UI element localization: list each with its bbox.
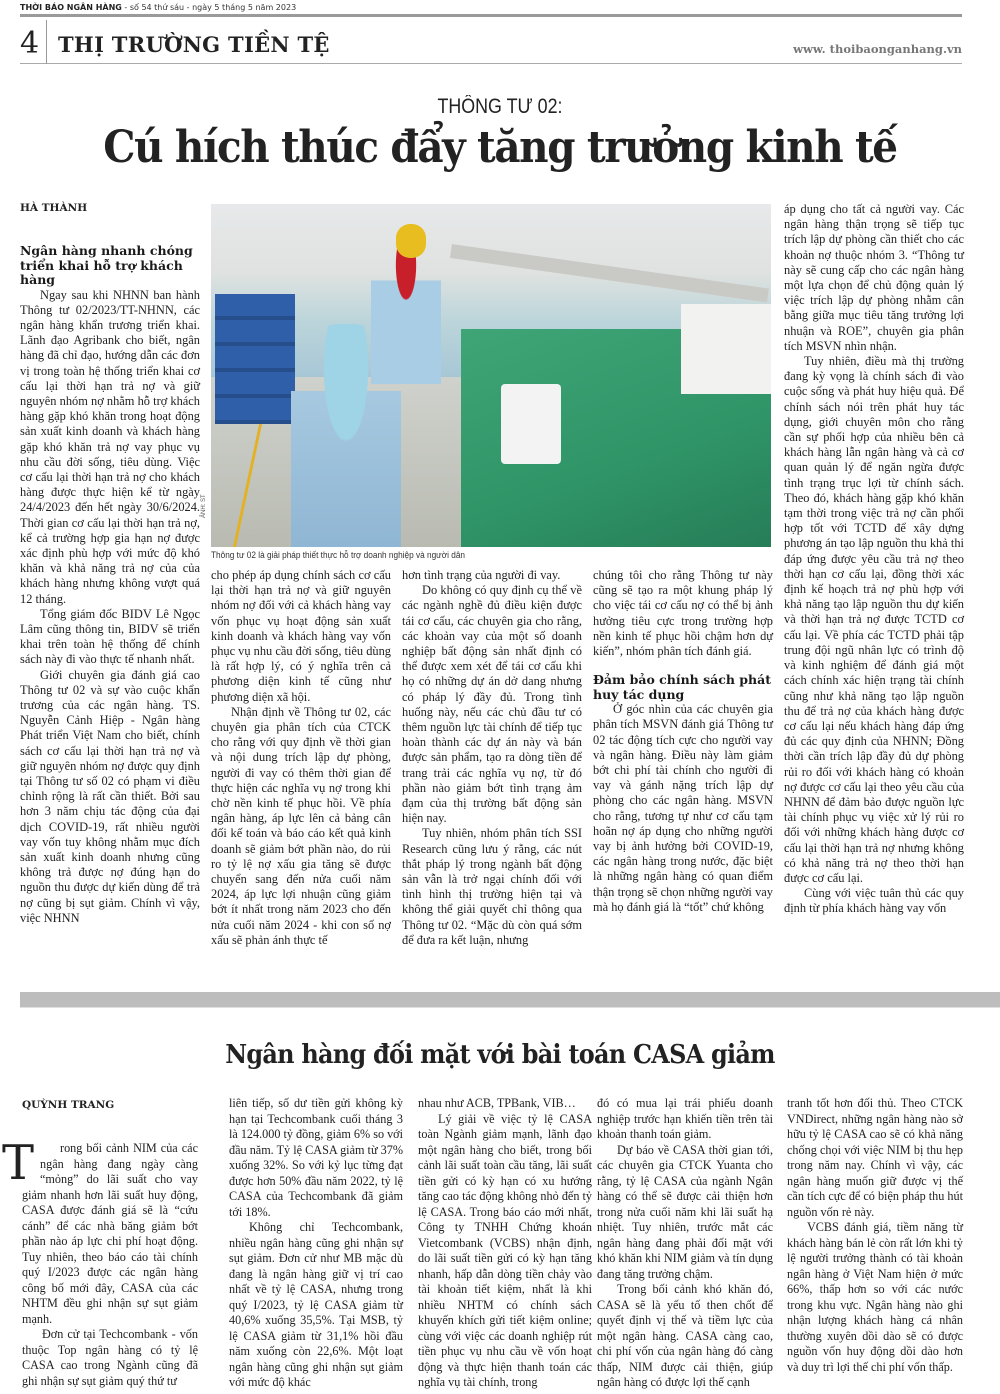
paragraph: VCBS đánh giá, tiềm năng từ khách hàng bán lẻ còn rất lớn khi tỷ lệ người trưởng thành có tài khoản ngân hàng ở Việt Nam hiện ở mức 66%, thấp hơn so với các nước trong khu vực. Ngân hàng nào ghi nhận lượng khách hàng cá nhân thường xuyên dồi dào sẽ có được nguồn vốn huy động dồi dào hơn và duy trì lợi thế chi phí vốn thấp. (787, 1220, 963, 1374)
section-divider (20, 992, 1000, 1008)
article2-column-3 (418, 1096, 592, 1391)
photo-panel (681, 304, 771, 394)
article1-column-5 (784, 202, 964, 917)
article1-subhead-2: Đảm bảo chính sách phát huy tác dụng (593, 672, 771, 702)
paragraph: Trong bối cảnh khó khăn đó, CASA sẽ là yếu tố then chốt để quyết định vị thế và tiềm lực của một ngân hàng. CASA càng cao, chi phí vốn của ngân hàng đó càng thấp, NIM được cải thiện, giúp ngân hàng có được lợi thế cạnh (597, 1282, 773, 1389)
paragraph: Lý giải về việc tỷ lệ CASA toàn Ngành giảm mạnh, lãnh đạo một ngân hàng cho biết, trong bối cảnh lãi suất toàn cầu tăng, lãi suất tiền gửi có kỳ hạn có xu hướng tăng cao tác động không nhỏ đến tỷ lệ CASA. Trong báo cáo mới nhất, Công ty TNHH Chứng khoán Vietcombank (VCBS) nhận định, do lãi suất tiền gửi có kỳ hạn tăng nhanh, hấp dẫn dòng tiền chảy vào tài khoản tiết kiệm, nhất là khi nhiều NHTM có chính sách khuyến khích gửi tiết kiệm online; cùng với việc các doanh nghiệp rút tiền phục vụ nhu cầu về vốn hoạt động và thực hiện thanh toán các nghĩa vụ tài chính, trong (418, 1111, 592, 1389)
article2-headline: Ngân hàng đối mặt với bài toán CASA giảm (225, 1040, 775, 1070)
dropcap: T (2, 1135, 35, 1191)
paragraph: Không chỉ Techcombank, nhiều ngân hàng cũng ghi nhận sự sụt giảm. Đơn cử như MB mặc dù đang là ngân hàng giữ vị trí cao nhất về tỷ lệ CASA, nhưng trong quý I/2023, tỷ lệ CASA giảm từ 40,6% xuống 35,5%. Tại MSB, tỷ lệ CASA giảm từ 31,1% hồi đầu năm xuống còn 22,6%. Một loạt ngân hàng cũng ghi nhận sụt giảm với mức độ khác (229, 1220, 403, 1389)
article2-byline: QUỲNH TRANG (22, 1099, 115, 1111)
paragraph: Nhận định về Thông tư 02, các chuyên gia phân tích của CTCK cho rằng với quy định về thời gian và nội dung trích lập dự phòng, người đi vay có thêm thời gian để thực hiện các nghĩa vụ nợ trong khi chờ nền kinh tế phục hồi. Về phía ngân hàng, áp lực lên cả bảng cân đối kế toán và báo cáo kết quả kinh doanh sẽ giảm bớt phần nào, do rủi ro tỷ lệ nợ xấu gia tăng sẽ được chuyển sang đến nửa cuối năm 2024, áp lực lợi nhuận cũng giảm bớt ít nhất trong năm 2023 cho đến nửa cuối năm 2024 - khi con số nợ xấu sẽ phản ánh thực tế (211, 704, 391, 947)
article2-column-2 (229, 1096, 403, 1391)
paragraph: hơn tình trạng của người đi vay. (402, 568, 561, 582)
photo-rail (450, 244, 769, 302)
paragraph: Giới chuyên gia đánh giá cao Thông tư 02 và sự vào cuộc khẩn trương của các ngân hàng. TS. Nguyễn Cảnh Hiệp - Ngân hàng Phát triển Việt Nam cho biết, chính sách cơ cấu lại thời hạn trả nợ và giữ nguyên nhóm nợ được quy định tại Thông tư số 02 có phạm vi điều chỉnh rộng là rất cần thiết. Bởi sau hơn 3 năm chịu tác động của đại dịch COVID-19, rất nhiều người vay vốn tuy không nhằm mục đích sản xuất kinh doanh nhưng cũng không trả được nợ đúng hạn do nguồn thu được dự kiến dùng để trả nợ cũng bị sụt giảm. Chính vì vậy, việc NHNN (20, 667, 200, 925)
paragraph: Tuy nhiên, nhóm phân tích SSI Research cũng lưu ý rằng, các nút thắt pháp lý trong ngành bất động sản vẫn là trở ngại chính đối với tình hình thị trường hiện tại và không thể giải quyết chỉ thông qua Thông tư 02. “Mặc dù còn quá sớm để đưa ra kết luận, nhưng (402, 826, 582, 947)
paragraph: Ngay sau khi NHNN ban hành Thông tư 02/2023/TT-NHNN, các ngân hàng khẩn trương triển khai. Lãnh đạo Agribank cho biết, ngân hàng đã chỉ đạo, hướng dẫn các đơn vị trong toàn hệ thống triển khai cơ cấu lại thời hạn trả nợ và giữ nguyên nhóm nợ nhằm hỗ trợ khách hàng gặp khó khăn trong hoạt động sản xuất kinh doanh và khách hàng gặp khó khăn trả nợ vay phục vụ nhu cầu đời sống, tiêu dùng. Việc cơ cấu lại thời hạn trả nợ cho khách hàng được thực hiện kể từ ngày 24/4/2023 đến hết ngày 30/6/2024. Thời gian cơ cấu lại thời hạn trả nợ, kể cả trường hợp gia hạn nợ được xác định phù hợp với mức độ khó khăn và khả năng trả nợ của của khách hàng nhưng không vượt quá 12 tháng. (20, 287, 200, 606)
issue-info: - số 54 thứ sáu - ngày 5 tháng 5 năm 2023 (121, 3, 297, 12)
paragraph: áp dụng cho tất cả người vay. Các ngân hàng thận trọng sẽ tiếp tục trích lập dự phòng cần thiết cho các khoản nợ thuộc nhóm 3. “Thông tư này sẽ cung cấp cho các ngân hàng một lựa chọn để chủ động quản lý việc trích lập dự phòng nhằm cân bằng giữa mục tiêu tăng trưởng lợi nhuận và ROE”, chuyên gia phân tích MSVN nhìn nhận. (784, 202, 964, 353)
masthead (20, 2, 962, 14)
paragraph (2, 1135, 198, 1327)
paragraph: chúng tôi cho rằng Thông tư này cũng sẽ tạo ra một khung pháp lý cho việc tái cơ cấu nợ có thể bị ảnh hưởng tiêu cực trong trường hợp nền kinh tế phục hồi chậm hơn dự kiến”, nhóm phân tích đánh giá. (593, 568, 773, 659)
paragraph: Do không có quy định cụ thể về các ngành nghề đủ điều kiện được tái cơ cấu, các chuyên gia cho rằng, các khoản vay của một số doanh nghiệp bất động sản nhất định có thể được xem xét để tái cơ cấu khi họ có những dự án dở dang nhưng có pháp lý đầy đủ. Trong tình huống này, nếu các chủ đầu tư có thêm nguồn lực tài chính để tiếp tục hoàn thành các dự án này và bán được sản phẩm, tạo ra dòng tiền để trang trải các nghĩa vụ nợ, từ đó phần nào giảm bớt tình trạng ảm đạm của thị trường bất động sản hiện nay. (402, 583, 582, 826)
paragraph: đó có mua lại trái phiếu doanh nghiệp trước hạn khiến tiền trên tài khoản thanh toán giảm. (597, 1096, 773, 1141)
paragraph: Ở góc nhìn của các chuyên gia phân tích MSVN đánh giá Thông tư 02 tác động tích cực cho người vay và ngân hàng. Điều này làm giảm bớt chi phí tài chính cho người đi vay và gánh nặng trích lập dự phòng cho các ngân hàng. MSVN cho rằng, tương tự như cơ cấu tạm hoãn nợ áp dụng cho những người vay bị ảnh hưởng bởi COVID-19, các ngân hàng trong nước, đặc biệt là những ngân hàng có quan điểm thận trọng sẽ chọn những người vay mà họ đánh giá là “tốt” chứ không (593, 702, 773, 914)
photo-device (501, 384, 561, 464)
article1-headline: Cú hích thúc đẩy tăng trưởng kinh tế (103, 122, 897, 173)
paragraph: Tuy nhiên, điều mà thị trường đang kỳ vọng là chính sách đi vào cuộc sống và phát huy hiệu quả. Để chính sách nói trên phát huy tác dụng, giới chuyên môn cho rằng cần sự phối hợp của nhiều bên cả khách hàng lẫn ngân hàng và cả cơ quan quản lý để ngăn ngừa được tình trạng trục lợi từ chính sách. Theo đó, khách hàng gặp khó khăn tạm thời trong việc trả nợ cần phối hợp tốt với TCTD để xây dựng phương án tạo lập nguồn thu khả thi đáp ứng được yêu cầu trả nợ theo thời hạn cơ cấu lại, đồng thời xác định kế hoạch trả nợ phù hợp với khả năng tạo lập nguồn thu dự kiến và thời hạn trả nợ được TCTD cơ cấu lại. Về phía các TCTD phải tập trung đội ngũ nhân lực có trình độ và kinh nghiệm để đánh giá một cách chính xác hiện trạng tài chính cũng như khả năng tạo lập nguồn thu để trả nợ của khách hàng được cơ cấu lại nếu khách hàng đáp ứng đủ các quy định của NHNN; Đồng thời cần trích lập đầy đủ dự phòng rủi ro đối với khách hàng có khoản nợ được cơ cấu lại theo yêu cầu của NHNN để đảm bảo được nguồn lực tài chính phục vụ việc xử lý rủi ro đối với những khách hàng được cơ cấu lại thời hạn trả nợ nhưng không có khả năng trả nợ theo thời hạn được cơ cấu lại. (784, 354, 964, 885)
article1-column-2 (211, 568, 391, 948)
publication-name: THỜI BÁO NGÂN HÀNG (20, 3, 122, 12)
paragraph: Đơn cử tại Techcombank - vốn thuộc Top ngân hàng có tỷ lệ CASA cao trong Ngành cũng đã ghi nhận sự sụt giảm quý thứ tư (22, 1327, 198, 1388)
paragraph: liên tiếp, số dư tiền gửi không kỳ hạn tại Techcombank cuối tháng 3 là 124.000 tỷ đồng, giảm 6% so với đầu năm. Tỷ lệ CASA giảm từ 37% xuống 32%. So với kỷ lục từng đạt được hơn 50% đầu năm 2022, tỷ lệ CASA của Techcombank đã giảm tới 18%. (229, 1096, 404, 1219)
article1-photo (211, 204, 771, 547)
article1-column-1 (20, 244, 200, 926)
paragraph: nhau như ACB, TPBank, VIB… (418, 1096, 576, 1110)
article1-column-3 (402, 568, 582, 948)
article2-column-5 (787, 1096, 963, 1375)
article2-column-4 (597, 1096, 773, 1391)
section-title: THỊ TRƯỜNG TIỀN TỆ (58, 32, 330, 57)
section-header (20, 20, 962, 64)
article2-column-1 (2, 1135, 198, 1389)
photo-worker (291, 324, 401, 547)
paragraph: tranh tốt hơn đối thủ. Theo CTCK VNDirect, những ngân hàng nào sở hữu tỷ lệ CASA cao sẽ có khả năng chống chọi với việc NIM bị thu hẹp trong năm nay. Chính vì vậy, các ngân hàng muốn giữ được vị thế cần tích cực để có biện pháp thu hút nguồn vốn rẻ này. (787, 1096, 963, 1219)
article1-column-4 (593, 568, 773, 915)
paragraph: Tổng giám đốc BIDV Lê Ngọc Lâm cũng thông tin, BIDV sẽ triển khai trên toàn hệ thống để chính sách này đi vào thực tế nhanh nhất. (20, 606, 200, 667)
article1-byline: HÀ THÀNH (20, 202, 88, 214)
article1-kicker: THÔNG TƯ 02: (437, 95, 563, 118)
photo-credit: ẢNH: ST (201, 494, 207, 518)
photo-reel (396, 224, 426, 258)
article1-subhead-1: Ngân hàng nhanh chóng triển khai hỗ trợ khách hàng (20, 243, 193, 287)
page-number: 4 (20, 26, 40, 61)
lead-text: rong bối cảnh NIM của các ngân hàng đang ngày càng “mỏng” do lãi suất cho vay giảm nhanh hơn lãi suất huy động, CASA được đánh giá sẽ là “cứu cánh” để các nhà băng giảm bớt phần nào áp lực chi phí hoạt động. Tuy nhiên, theo báo cáo tài chính quý I/2023 được các ngân hàng công bố mới đây, CASA của các NHTM đều ghi nhận sự sụt giảm mạnh. (22, 1141, 198, 1326)
top-rule (20, 14, 962, 17)
header-divider (46, 20, 47, 64)
website-link[interactable]: www. thoibaonganhang.vn (793, 42, 962, 56)
photo-caption: Thông tư 02 là giải pháp thiết thực hỗ trợ doanh nghiệp và người dân (211, 550, 465, 561)
paragraph: Dự báo về CASA thời gian tới, các chuyên gia CTCK Yuanta cho rằng, tỷ lệ CASA của ngành Ngân hàng có thể sẽ được cải thiện hơn trong nửa cuối năm khi lãi suất hạ nhiệt. Tuy nhiên, trước mắt các ngân hàng đang phải đối mặt với khó khăn khi NIM giảm và tín dụng đang tăng trưởng chậm. (597, 1142, 773, 1281)
photo-bins (215, 294, 295, 424)
paragraph: Cùng với việc tuân thủ các quy định từ phía khách hàng vay vốn (784, 886, 964, 916)
paragraph: cho phép áp dụng chính sách cơ cấu lại thời hạn trả nợ và giữ nguyên nhóm nợ đối với cả khách hàng vay vốn phục vụ hoạt động sản xuất kinh doanh và khách hàng vay vốn phục vụ nhu cầu đời sống, tiêu dùng là rất hợp lý, có ý nghĩa trên cả phương diện kinh tế cũng như phương diện xã hội. (211, 568, 391, 704)
